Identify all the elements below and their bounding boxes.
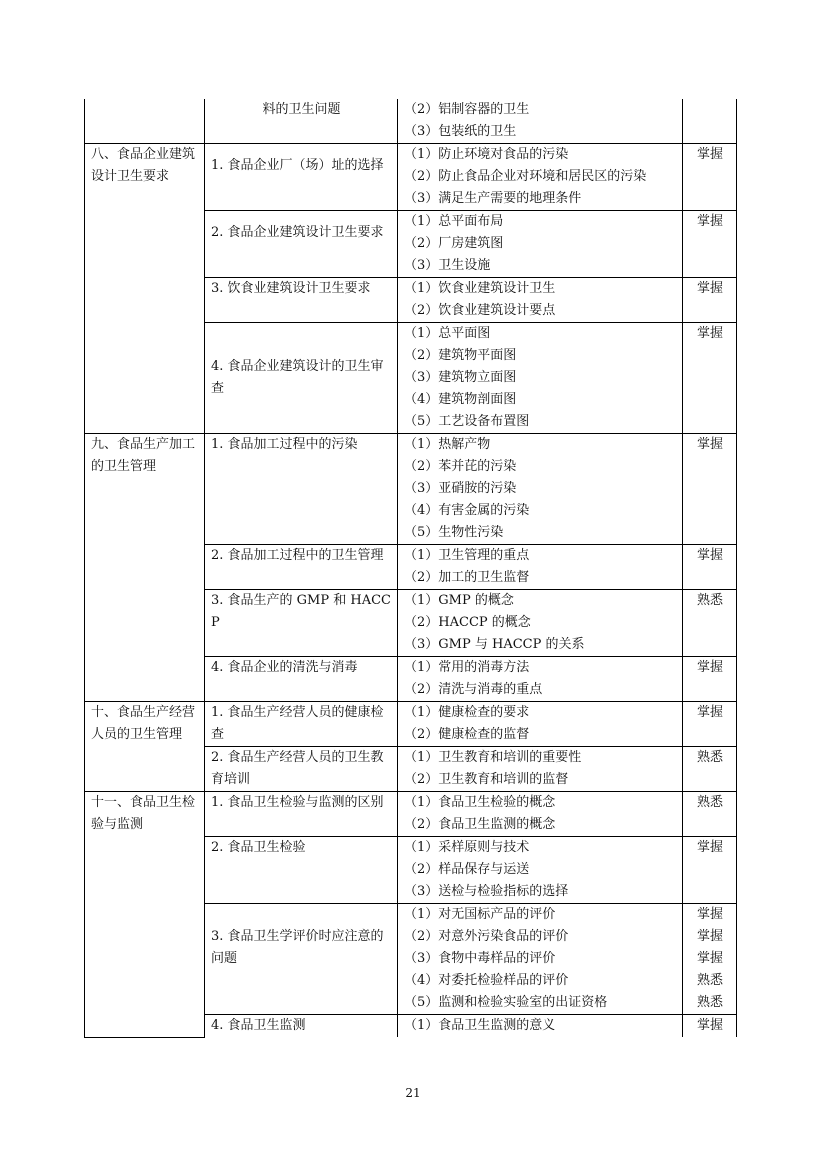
point-text: （1）卫生管理的重点 [404, 548, 530, 563]
point-text: （3）GMP 与 HACCP 的关系 [404, 637, 585, 652]
point-text: （3）亚硝胺的污染 [404, 481, 517, 496]
point-text: （2）防止食品企业对环境和居民区的污染 [404, 169, 647, 184]
point-text: （2）苯并芘的污染 [404, 459, 517, 474]
point-text: （1）总平面布局 [404, 214, 504, 229]
level-text: 熟悉 [696, 973, 723, 988]
point-text: （3）卫生设施 [404, 258, 491, 273]
point-text: （1）总平面图 [404, 326, 491, 341]
level-cell: 熟悉 [683, 747, 737, 792]
point-text: （2）清洗与消毒的重点 [404, 682, 543, 697]
topic-cell: 3. 饮食业建筑设计卫生要求 [205, 278, 398, 323]
topic-cell: 2. 食品生产经营人员的卫生教育培训 [205, 747, 398, 792]
topic-cell: 3. 食品生产的 GMP 和 HACCP [205, 590, 398, 657]
level-cell: 掌握 [683, 702, 737, 747]
topic-cell: 3. 食品卫生学评价时应注意的问题 [205, 904, 398, 1015]
point-text: （1）食品卫生监测的意义 [404, 1018, 556, 1033]
topic-cell: 2. 食品企业建筑设计卫生要求 [205, 211, 398, 278]
table-row [85, 99, 737, 144]
topic-cell: 2. 食品卫生检验 [205, 837, 398, 904]
points-cell [398, 747, 683, 792]
points-cell [398, 590, 683, 657]
point-text: （2）HACCP 的概念 [404, 615, 531, 630]
level-cell: 掌握 [683, 323, 737, 434]
topic-cell: 1. 食品加工过程中的污染 [205, 434, 398, 545]
point-text: （2）食品卫生监测的概念 [404, 817, 556, 832]
level-cell: 掌握 [683, 1015, 737, 1038]
point-text: （1）热解产物 [404, 437, 491, 452]
level-cell: 掌握 [683, 837, 737, 904]
topic-cell: 1. 食品生产经营人员的健康检查 [205, 702, 398, 747]
point-text: （1）采样原则与技术 [404, 840, 530, 855]
point-text: （5）工艺设备布置图 [404, 414, 530, 429]
points-cell [398, 323, 683, 434]
points-cell [398, 434, 683, 545]
level-cell: 熟悉 [683, 792, 737, 837]
section-cell: 十一、食品卫生检验与监测 [85, 792, 205, 1038]
point-text: （5）监测和检验实验室的出证资格 [404, 995, 608, 1010]
section-cell: 九、食品生产加工的卫生管理 [85, 434, 205, 702]
point-text: （2）厂房建筑图 [404, 236, 504, 251]
point-text: （2）样品保存与运送 [404, 862, 530, 877]
point-text: （4）建筑物剖面图 [404, 392, 517, 407]
point-text: （1）饮食业建筑设计卫生 [404, 281, 556, 296]
level-cell: 掌握 [683, 434, 737, 545]
points-cell [398, 1015, 683, 1038]
level-cell: 掌握 [683, 657, 737, 702]
point-text: （1）卫生教育和培训的重要性 [404, 750, 582, 765]
point-text: （3）送检与检验指标的选择 [404, 884, 569, 899]
topic-cell: 2. 食品加工过程中的卫生管理 [205, 545, 398, 590]
point-text: （2）饮食业建筑设计要点 [404, 303, 556, 318]
section-cell: 十、食品生产经营人员的卫生管理 [85, 702, 205, 792]
point-text: （1）食品卫生检验的概念 [404, 795, 556, 810]
point-text: （1）常用的消毒方法 [404, 660, 530, 675]
point-text: （2）加工的卫生监督 [404, 570, 530, 585]
section-cell: 八、食品企业建筑设计卫生要求 [85, 144, 205, 434]
level-cell [683, 99, 737, 144]
syllabus-table [84, 99, 737, 1038]
points-cell [398, 837, 683, 904]
points-cell [398, 144, 683, 211]
points-cell [398, 99, 683, 144]
point-text: （4）有害金属的污染 [404, 503, 530, 518]
point-text: （1）对无国标产品的评价 [404, 907, 556, 922]
topic-cell: 4. 食品企业的清洗与消毒 [205, 657, 398, 702]
points-cell [398, 278, 683, 323]
level-cell [683, 904, 737, 1015]
page-number: 21 [405, 1086, 421, 1100]
point-text: （1）GMP 的概念 [404, 593, 514, 608]
points-cell [398, 702, 683, 747]
point-text: （1）防止环境对食品的污染 [404, 147, 569, 162]
table-row [85, 792, 737, 837]
topic-cell: 4. 食品卫生监测 [205, 1015, 398, 1038]
point-text: （2）健康检查的监督 [404, 727, 530, 742]
point-text: （1）健康检查的要求 [404, 705, 530, 720]
points-cell [398, 211, 683, 278]
topic-cell: 1. 食品企业厂（场）址的选择 [205, 144, 398, 211]
level-text: 掌握 [696, 951, 723, 966]
level-text: 熟悉 [696, 995, 723, 1010]
level-text: 掌握 [696, 929, 723, 944]
point-text: （3）包装纸的卫生 [404, 124, 517, 139]
level-cell: 掌握 [683, 211, 737, 278]
topic-cell: 料的卫生问题 [205, 99, 398, 144]
point-text: （2）卫生教育和培训的监督 [404, 772, 569, 787]
level-cell: 掌握 [683, 144, 737, 211]
point-text: （3）满足生产需要的地理条件 [404, 191, 582, 206]
point-text: （2）对意外污染食品的评价 [404, 929, 569, 944]
level-cell: 熟悉 [683, 590, 737, 657]
point-text: （2）建筑物平面图 [404, 348, 517, 363]
point-text: （3）建筑物立面图 [404, 370, 517, 385]
table-row [85, 702, 737, 747]
points-cell [398, 792, 683, 837]
point-text: （2）铝制容器的卫生 [404, 102, 530, 117]
point-text: （5）生物性污染 [404, 525, 504, 540]
topic-cell: 4. 食品企业建筑设计的卫生审查 [205, 323, 398, 434]
table-row [85, 434, 737, 545]
topic-cell: 1. 食品卫生检验与监测的区别 [205, 792, 398, 837]
points-cell [398, 657, 683, 702]
point-text: （3）食物中毒样品的评价 [404, 951, 556, 966]
point-text: （4）对委托检验样品的评价 [404, 973, 569, 988]
table-row [85, 144, 737, 211]
section-cell [85, 99, 205, 144]
level-cell: 掌握 [683, 545, 737, 590]
level-text: 掌握 [696, 907, 723, 922]
points-cell [398, 545, 683, 590]
points-cell [398, 904, 683, 1015]
level-cell: 掌握 [683, 278, 737, 323]
